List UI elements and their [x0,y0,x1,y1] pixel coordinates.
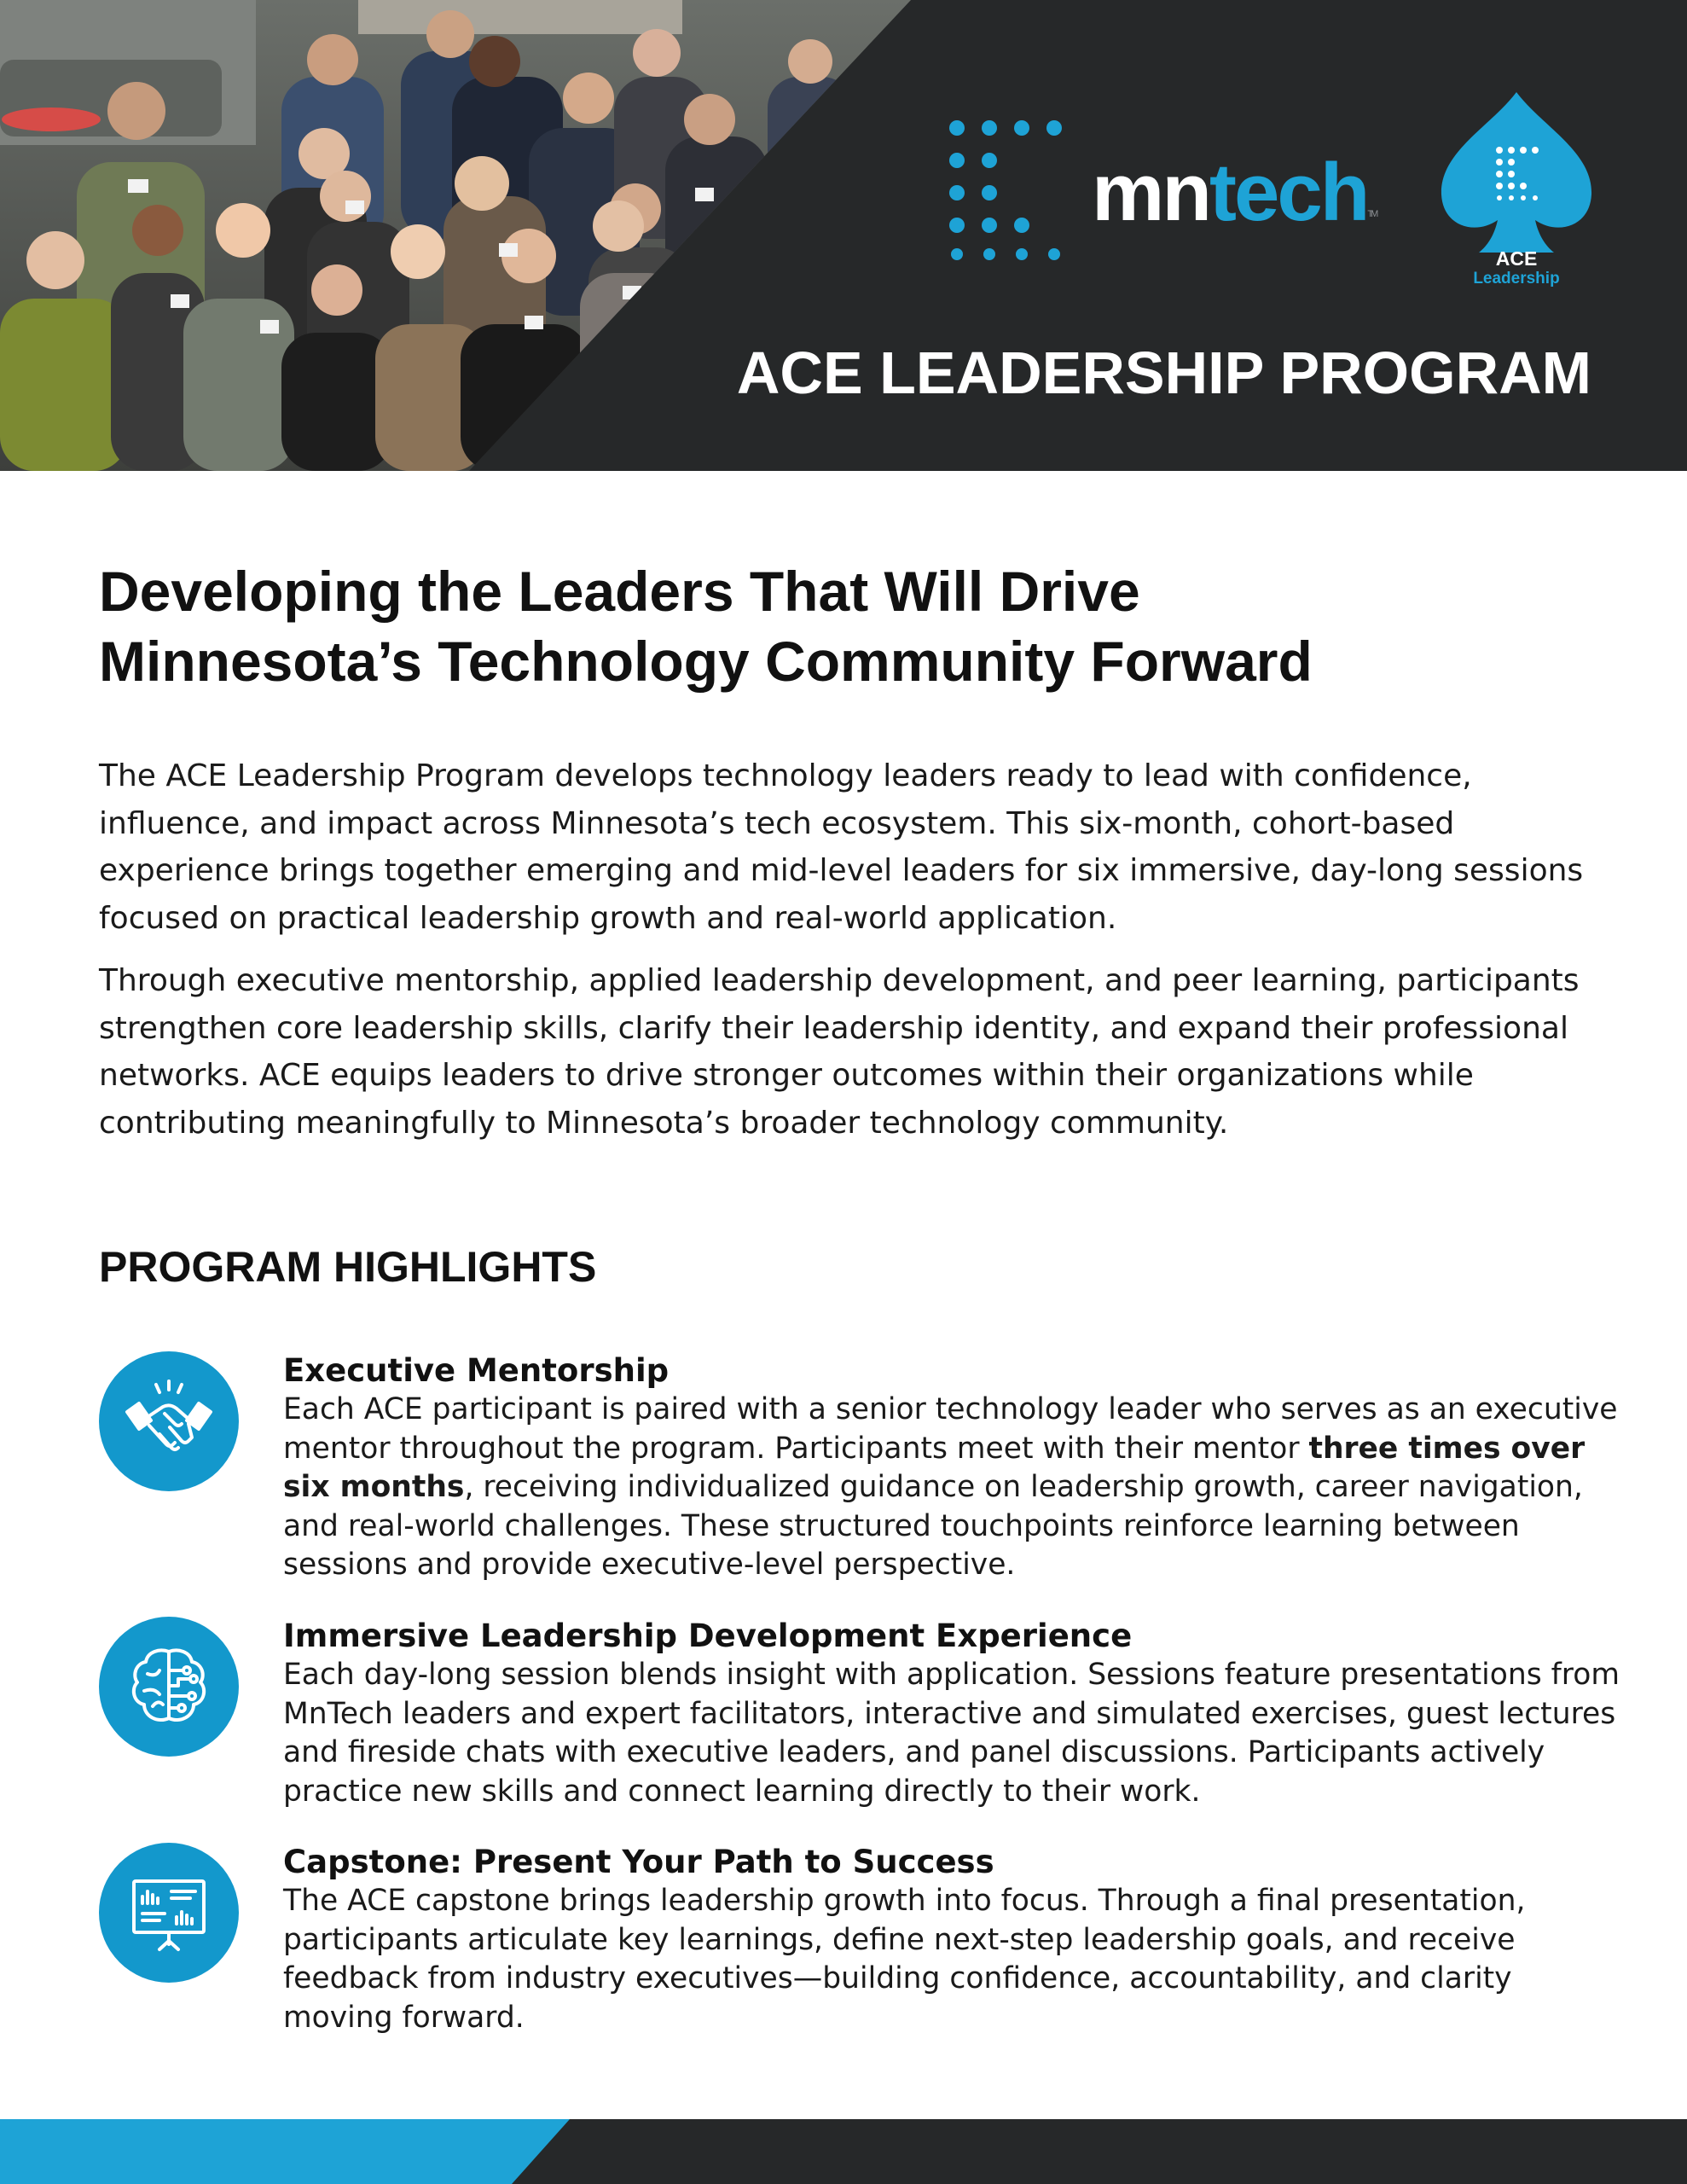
section-heading: PROGRAM HIGHLIGHTS [99,1243,597,1291]
ace-logo-line2: Leadership [1473,270,1560,288]
highlight-description: The ACE capstone brings leadership growth into focus. Through a final presentation, participants articulate key learnings, define next-step leadership goals, and receive feedback from industry executives—building confidence, accountability, and clarity moving forward. [283,1884,1526,2035]
highlight-description: Each ACE participant is paired with a senior technology leader who serves as an executive mentor throughout the program. Participants meet with their mentor three times over six months, receiving individualized guidance on leadership growth, career navigation, and real-world challenges. These structured touchpoints reinforce learning between sessions and provide executive-level perspective. [283,1392,1618,1582]
highlight-text [283,1351,1622,1585]
page-headline [99,556,1600,696]
mntech-logo [947,119,1390,264]
intro-text [99,752,1617,1162]
mntech-dots-mark [947,119,1066,260]
handshake-icon [99,1351,239,1491]
highlight-description: Each day-long session blends insight with application. Sessions feature presentations from MnTech leaders and expert facilitators, interactive and simulated exercises, guest lectures and fireside chats with executive leaders, and panel discussions. Participants actively practice new skills and connect learning directly to their work. [283,1658,1620,1809]
footer-bar [0,2119,1687,2184]
program-title: ACE LEADERSHIP PROGRAM [736,340,1591,406]
highlight-title: Executive Mentorship [283,1352,670,1389]
highlight-title: Immersive Leadership Development Experience [283,1618,1133,1654]
presentation-board-icon [99,1843,239,1983]
ace-logo-line1: ACE [1495,247,1538,270]
mntech-wordmark: mntechTM [1092,147,1377,238]
intro-paragraph-1: The ACE Leadership Program develops technology leaders ready to lead with confidence, influence, and impact across Minnesota’s tech ecosystem. This six-month, cohort-based experience brings together emerging and mid-level leaders for six immersive, day-long sessions focused on practical leadership growth and real-world application. [99,758,1584,936]
highlight-title: Capstone: Present Your Path to Success [283,1844,994,1880]
headline-line-1: Developing the Leaders That Will Drive [99,560,1140,623]
headline-line-2: Minnesota’s Technology Community Forward [99,630,1313,693]
intro-paragraph-2: Through executive mentorship, applied leadership development, and peer learning, participants strengthen core leadership skills, clarify their leadership identity, and expand their professional networks. ACE equips leaders to drive stronger outcomes within their organizations while contributing meaningfully to Minnesota’s broader technology community. [99,963,1580,1141]
highlight-text [283,1617,1622,1811]
footer-accent-stripe [0,2119,570,2184]
header-banner [0,0,1687,471]
brain-circuit-icon [99,1617,239,1757]
spade-icon [1440,92,1593,254]
highlight-text [283,1843,1622,2037]
ace-leadership-logo [1440,92,1593,297]
